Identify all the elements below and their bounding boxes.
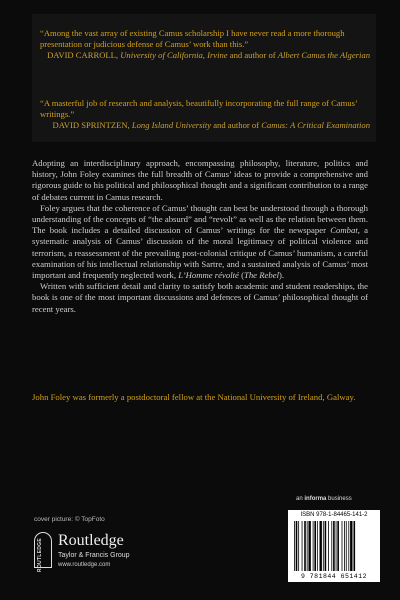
publisher-url[interactable]: www.routledge.com bbox=[58, 562, 111, 568]
quote-text: “Among the vast array of existing Camus scholarship I have never read a more thorough presentation or judicious defense of Camus’ work than this.” bbox=[40, 28, 345, 49]
informa-prefix: an bbox=[296, 496, 303, 502]
quote-affiliation: University of California, Irvine bbox=[120, 50, 228, 60]
cover-picture-credit: cover picture: © TopFoto bbox=[34, 516, 105, 523]
informa-suffix: business bbox=[328, 496, 352, 502]
endorsement-quote-2 bbox=[40, 98, 370, 131]
publisher-logo bbox=[34, 532, 234, 582]
author-bio: John Foley was formerly a postdoctoral fellow at the National University of Ireland, Galway. bbox=[32, 392, 356, 402]
publisher-group: Taylor & Francis Group bbox=[58, 552, 130, 559]
blurb-paragraph-2 bbox=[32, 203, 368, 281]
blurb-paragraph-3: Written with sufficient detail and clarity to satisfy both academic and student readerships, the book is one of the most important discussions and defences of Camus’ philosophical thought of recent years. bbox=[32, 281, 368, 314]
blurb-paragraph-1: Adopting an interdisciplinary approach, encompassing philosophy, literature, politics and history, John Foley examines the full breadth of Camus’ ideas to provide a comprehensive and rigorous guide to his political and philosophical thought and a significant contribution to a range of debates current in Camus research. bbox=[32, 158, 368, 202]
quote-text: “A masterful job of research and analysis, beautifully incorporating the full range of Camus’ writings.” bbox=[40, 98, 358, 119]
blurb bbox=[32, 158, 368, 315]
quote-connector: and author of bbox=[229, 50, 276, 60]
informa-brand: informa bbox=[304, 496, 327, 502]
quote-author: DAVID CARROLL bbox=[47, 50, 116, 60]
quote-book: Camus: A Critical Examination bbox=[261, 120, 370, 130]
routledge-mark-icon bbox=[34, 532, 52, 573]
isbn-number: 9 781844 651412 bbox=[300, 573, 367, 580]
isbn-barcode bbox=[288, 510, 380, 582]
work-title-english: The Rebel bbox=[244, 270, 279, 281]
quote-attribution: DAVID CARROLL, University of California, Irvine and author of Albert Camus the Algerian bbox=[47, 50, 370, 60]
isbn-label: ISBN 978-1-84465-141-2 bbox=[300, 512, 368, 518]
quote-author: DAVID SPRINTZEN bbox=[52, 120, 128, 130]
informa-business-tag bbox=[296, 496, 352, 502]
blurb-text: ). bbox=[278, 270, 285, 281]
quote-affiliation: Long Island University bbox=[131, 120, 212, 130]
quote-attribution: DAVID SPRINTZEN, Long Island University and author of Camus: A Critical Examination bbox=[52, 120, 370, 130]
endorsement-quote-1 bbox=[40, 28, 370, 61]
barcode-icon bbox=[294, 521, 374, 571]
blurb-text: , a systematic analysis of Camus’ discussion of the moral legitimacy of political violence and terrorism, a reassessment of the prevailing post-colonial critique of Camus’ humanism, a careful examination of his intellectual relationship with Sartre, and a sustained analysis of Camus’ most important and frequently neglected work, bbox=[32, 225, 368, 281]
quote-book: Albert Camus the Algerian bbox=[277, 50, 370, 60]
work-title: L’Homme révolté bbox=[178, 270, 239, 281]
quote-connector: and author of bbox=[213, 120, 260, 130]
publisher-name: Routledge bbox=[58, 532, 124, 549]
newspaper-title: Combat bbox=[330, 225, 358, 236]
routledge-mark-text: ROUTLEDGE bbox=[37, 538, 43, 573]
blurb-text: ( bbox=[238, 270, 244, 281]
blurb-text: Foley argues that the coherence of Camus’ thought can best be understood through a thorough understanding of the concepts of “the absurd” and “revolt” as well as the relation between them. The book includes a detailed discussion of Camus’ writings for the newspaper bbox=[32, 202, 368, 236]
